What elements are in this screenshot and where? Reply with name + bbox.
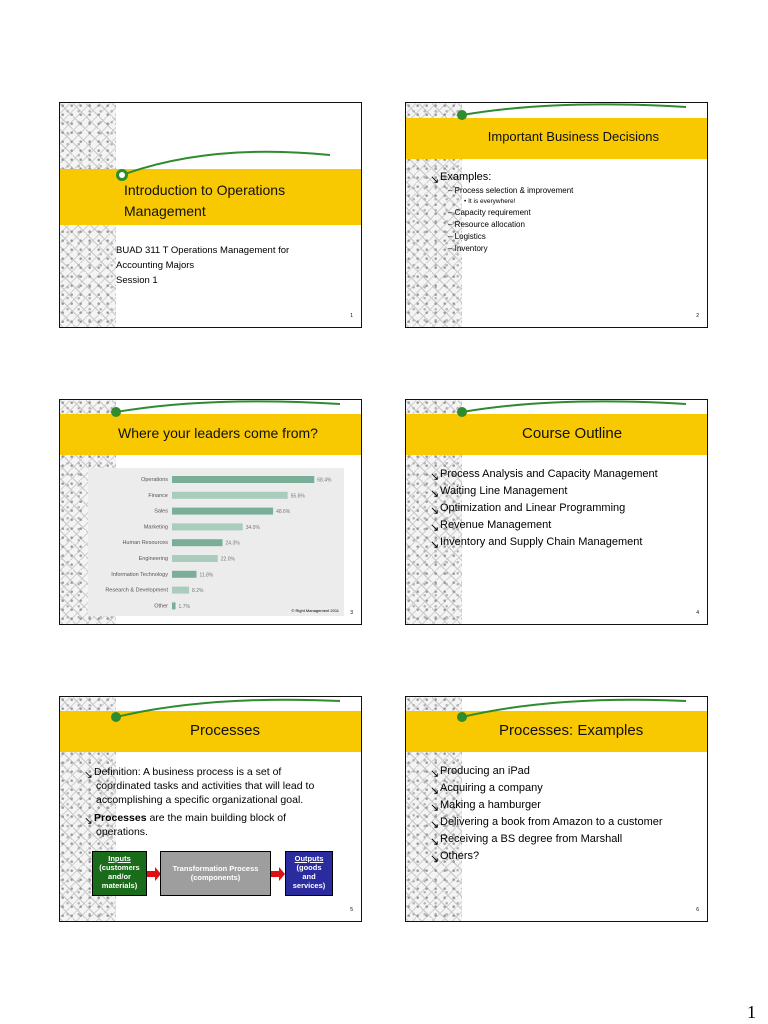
bullet-arrow-icon: ↘	[430, 802, 440, 815]
list-item: – Inventory	[448, 244, 488, 253]
list-item: ↘Process Analysis and Capacity Management	[430, 468, 658, 484]
chart-category-label: Other	[154, 603, 168, 610]
chart-bar	[172, 523, 243, 530]
list-item: – Resource allocation	[448, 220, 525, 229]
slide-title: Processes: Examples	[499, 722, 644, 739]
chart-value-label: 8.2%	[192, 588, 204, 595]
list-item: ↘Inventory and Supply Chain Management	[430, 536, 643, 552]
list-item: ↘Receiving a BS degree from Marshall	[430, 833, 623, 849]
bullet-arrow-icon: ↘	[430, 539, 440, 552]
bullet-arrow-icon: ↘	[430, 853, 440, 866]
list-item: ↘Acquiring a company	[430, 782, 543, 798]
arrow-right-icon	[271, 867, 285, 881]
slide-body: BUAD 311 T Operations Management for Accounting Majors Session 1	[116, 245, 290, 286]
list-item: ↘Optimization and Linear Programming	[430, 502, 626, 518]
list-item: ↘Others?	[430, 850, 480, 866]
bullet-arrow-icon: ↘	[430, 785, 440, 798]
list-item: – Process selection & improvement	[448, 186, 574, 195]
definition-text: ↘Definition: A business process is a set of coordinated tasks and activities that will lead to accomplishing a specific organizational goal. ↘Processes are the main building block of operations.	[84, 766, 315, 838]
chart-category-label: Marketing	[143, 524, 168, 531]
bullet-arrow-icon: ↘	[84, 815, 93, 828]
chart-bar	[172, 492, 288, 499]
list-item: – Logistics	[448, 232, 486, 241]
slide-title: Important Business Decisions	[487, 129, 659, 144]
chart-bar	[172, 571, 197, 578]
list-item: ↘Examples:	[430, 171, 492, 187]
chart-category-label: Operations	[141, 477, 168, 483]
bullet-arrow-icon: ↘	[430, 768, 440, 781]
bullet-arrow-icon: ↘	[430, 471, 440, 484]
slide-number: 2	[696, 313, 699, 319]
chart-value-label: 55.6%	[290, 493, 305, 500]
list-item: – Capacity requirement	[448, 208, 531, 217]
slide-3	[59, 399, 362, 625]
chart-bar	[172, 587, 189, 594]
page-number: 1	[747, 1002, 756, 1022]
chart-value-label: 48.6%	[276, 509, 291, 516]
slide-number: 3	[350, 610, 353, 616]
chart-value-label: 68.4%	[317, 477, 332, 484]
chart-value-label: 34.0%	[245, 524, 260, 531]
chart-category-label: Information Technology	[111, 571, 168, 578]
list-item: ↘Waiting Line Management	[430, 485, 568, 501]
chart-category-label: Sales	[154, 508, 168, 515]
bar-chart	[88, 468, 344, 616]
chart-value-label: 1.7%	[178, 603, 190, 610]
chart-value-label: 11.8%	[199, 572, 214, 579]
transformation-process-box: Transformation Process (components)	[160, 851, 271, 896]
slide-4	[405, 399, 708, 625]
slide-number: 4	[696, 610, 699, 616]
chart-bar	[172, 508, 273, 515]
slide-title: Course Outline	[522, 425, 623, 442]
chart-bar	[172, 476, 314, 483]
slide-5	[59, 696, 362, 922]
chart-bar	[172, 539, 223, 546]
bullet-list	[430, 171, 573, 253]
inputs-box: Inputs (customers and/or materials)	[92, 851, 147, 896]
list-item: ↘Revenue Management	[430, 519, 552, 535]
bullet-arrow-icon: ↘	[430, 488, 440, 501]
slide-number: 1	[350, 313, 353, 319]
chart-value-label: 24.3%	[225, 540, 240, 547]
outputs-box: Outputs (goods and services)	[285, 851, 333, 896]
chart-bar	[172, 602, 176, 609]
list-item: • It is everywhere!	[464, 198, 516, 205]
bullet-list	[430, 468, 658, 553]
slide-number: 6	[696, 907, 699, 913]
list-item: ↘Making a hamburger	[430, 799, 541, 815]
slide-2	[405, 102, 708, 328]
bullet-arrow-icon: ↘	[430, 522, 440, 535]
chart-category-label: Human Resources	[122, 540, 168, 547]
chart-credit: © Right Management 2011	[291, 608, 339, 613]
bullet-arrow-icon: ↘	[430, 174, 440, 187]
arrow-right-icon	[147, 867, 161, 881]
chart-category-label: Research & Development	[105, 587, 168, 594]
chart-category-label: Engineering	[138, 556, 168, 562]
slide-1	[59, 102, 362, 328]
slide-title: Processes	[190, 722, 261, 739]
chart-category-label: Finance	[148, 492, 168, 499]
slide-6	[405, 696, 708, 922]
slide-number: 5	[350, 907, 353, 913]
chart-svg	[88, 468, 344, 616]
chart-bar	[172, 555, 218, 562]
slide-title: Introduction to Operations Management	[124, 182, 286, 219]
bullet-arrow-icon: ↘	[430, 505, 440, 518]
bullet-arrow-icon: ↘	[430, 836, 440, 849]
chart-value-label: 22.0%	[220, 556, 235, 563]
slide-title: Where your leaders come from?	[118, 425, 318, 441]
bullet-list	[430, 765, 663, 867]
bullet-arrow-icon: ↘	[84, 769, 93, 782]
list-item: ↘Producing an iPad	[430, 765, 530, 781]
list-item: ↘Delivering a book from Amazon to a customer	[430, 816, 663, 832]
bullet-arrow-icon: ↘	[430, 819, 440, 832]
